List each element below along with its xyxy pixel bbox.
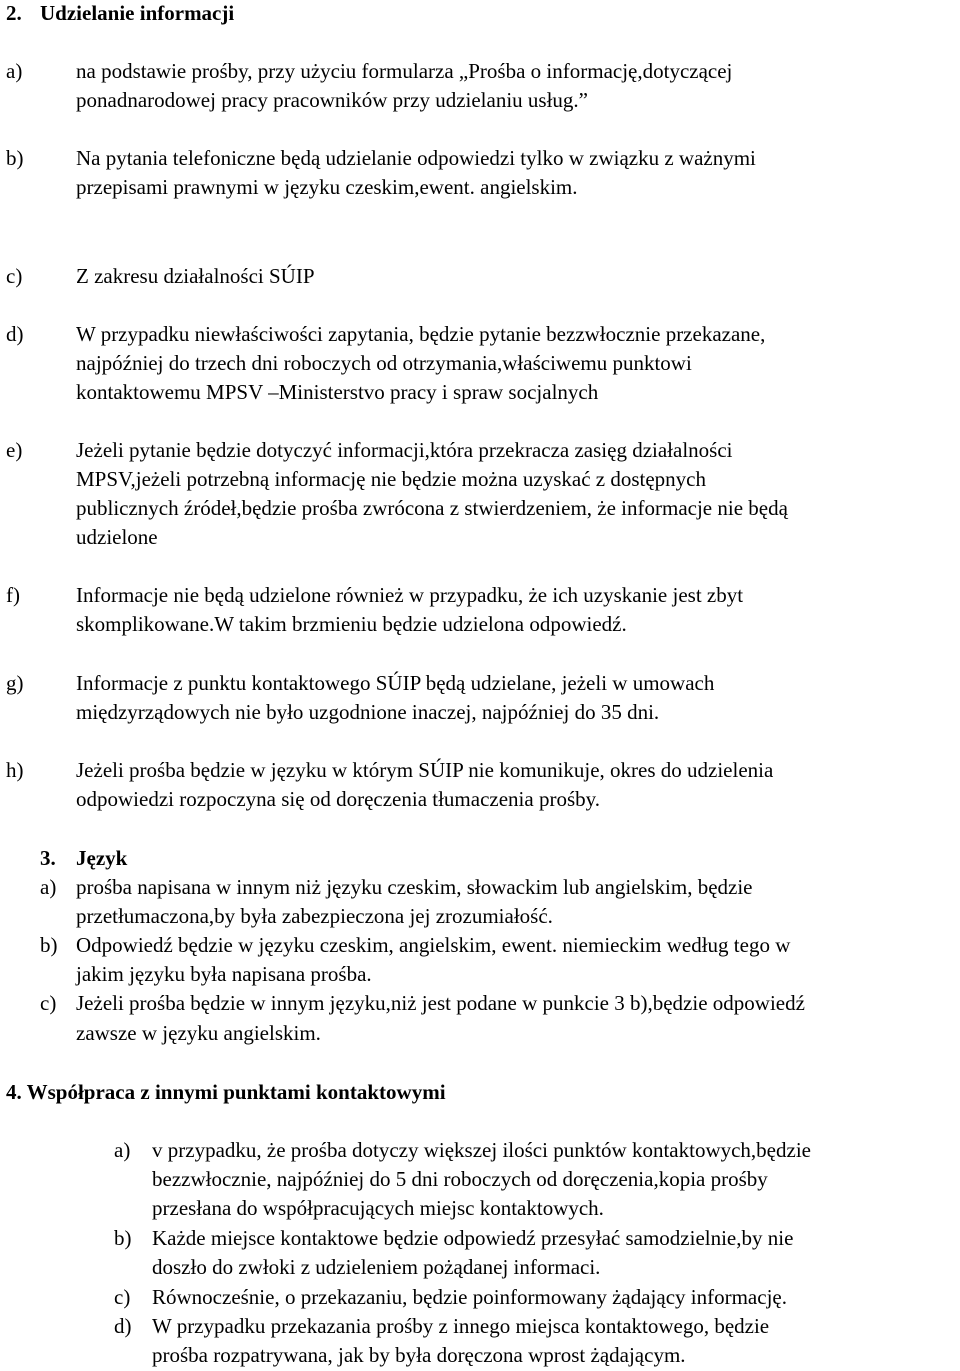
section-2-item-line: przepisami prawnymi w języku czeskim,ewent. angielskim.: [76, 175, 578, 199]
section-2-item-label: f): [6, 583, 20, 607]
section-2-item-line: publicznych źródeł,będzie prośba zwrócona z stwierdzeniem, że informacje nie będą: [76, 496, 788, 520]
section-2-item-line: W przypadku niewłaściwości zapytania, będzie pytanie bezzwłocznie przekazane,: [76, 322, 766, 346]
section-4-item-label: d): [114, 1314, 132, 1338]
section-3-title: Język: [76, 846, 128, 870]
section-4-item-line: Każde miejsce kontaktowe będzie odpowiedź przesyłać samodzielnie,by nie: [152, 1226, 794, 1250]
section-3-item-label: a): [40, 875, 57, 899]
section-2-item-line: kontaktowemu MPSV –Ministerstvo pracy i spraw socjalnych: [76, 380, 599, 404]
section-3-number: 3.: [40, 846, 56, 870]
section-3-item-line: jakim języku była napisana prośba.: [76, 962, 372, 986]
section-2-number: 2.: [6, 1, 22, 25]
section-3-item-label: b): [40, 933, 58, 957]
section-2-item-line: Informacje z punktu kontaktowego SÚIP będą udzielane, jeżeli w umowach: [76, 671, 715, 695]
section-2-item-line: Jeżeli prośba będzie w języku w którym SÚIP nie komunikuje, okres do udzielenia: [76, 758, 774, 782]
section-2-item-line: MPSV,jeżeli potrzebną informację nie będzie można uzyskać z dostępnych: [76, 467, 706, 491]
section-2-item-line: Jeżeli pytanie będzie dotyczyć informacji,która przekracza zasięg działalności: [76, 438, 733, 462]
section-2-title: Udzielanie informacji: [40, 1, 235, 25]
section-2-item-line: skomplikowane.W takim brzmieniu będzie udzielona odpowiedź.: [76, 612, 627, 636]
section-2-item-line: ponadnarodowej pracy pracowników przy udzielaniu usług.”: [76, 88, 588, 112]
section-2-item-label: e): [6, 438, 23, 462]
section-3-item-line: Odpowiedź będzie w języku czeskim, angielskim, ewent. niemieckim według tego w: [76, 933, 791, 957]
section-2-item-line: Informacje nie będą udzielone również w przypadku, że ich uzyskanie jest zbyt: [76, 583, 744, 607]
section-4-item-line: bezzwłocznie, najpóźniej do 5 dni roboczych od doręczenia,kopia prośby: [152, 1167, 768, 1191]
section-3-item-line: zawsze w języku angielskim.: [76, 1021, 321, 1045]
section-2-item-label: d): [6, 322, 24, 346]
section-2-item-label: b): [6, 146, 24, 170]
section-2-item-line: Z zakresu działalności SÚIP: [76, 264, 315, 288]
section-2-item-line: Na pytania telefoniczne będą udzielanie odpowiedzi tylko w związku z ważnymi: [76, 146, 756, 170]
section-3-item-line: prośba napisana w innym niż języku czeskim, słowackim lub angielskim, będzie: [76, 875, 753, 899]
section-2-item-line: najpóźniej do trzech dni roboczych od otrzymania,właściwemu punktowi: [76, 351, 692, 375]
section-3-item-line: Jeżeli prośba będzie w innym języku,niż jest podane w punkcie 3 b),będzie odpowiedź: [76, 991, 805, 1015]
section-3-item-label: c): [40, 991, 57, 1015]
section-4-heading: 4. Współpraca z innymi punktami kontaktowymi: [6, 1080, 446, 1104]
section-2-item-line: udzielone: [76, 525, 158, 549]
section-4-item-line: przesłana do współpracujących miejsc kontaktowych.: [152, 1196, 604, 1220]
section-2-item-line: odpowiedzi rozpoczyna się od doręczenia tłumaczenia prośby.: [76, 787, 601, 811]
section-4-item-label: c): [114, 1285, 131, 1309]
section-4-item-line: W przypadku przekazania prośby z innego miejsca kontaktowego, będzie: [152, 1314, 770, 1338]
section-4-item-label: b): [114, 1226, 132, 1250]
section-2-item-label: h): [6, 758, 24, 782]
section-4-item-line: v przypadku, że prośba dotyczy większej ilości punktów kontaktowych,będzie: [152, 1138, 811, 1162]
section-2-item-line: na podstawie prośby, przy użyciu formularza „Prośba o informację,dotyczącej: [76, 59, 733, 83]
section-2-item-label: a): [6, 59, 23, 83]
section-4-item-line: prośba rozpatrywana, jak by była doręczona wprost żądającym.: [152, 1343, 686, 1367]
section-4-item-label: a): [114, 1138, 131, 1162]
section-2-item-label: g): [6, 671, 24, 695]
section-4-item-line: doszło do zwłoki z udzieleniem pożądanej informaci.: [152, 1255, 601, 1279]
section-3-item-line: przetłumaczona,by była zabezpieczona jej zrozumiałość.: [76, 904, 553, 928]
section-2-item-line: międzyrządowych nie było uzgodnione inaczej, najpóźniej do 35 dni.: [76, 700, 660, 724]
section-4-item-line: Równocześnie, o przekazaniu, będzie poinformowany żądający informację.: [152, 1285, 787, 1309]
section-2-item-label: c): [6, 264, 23, 288]
